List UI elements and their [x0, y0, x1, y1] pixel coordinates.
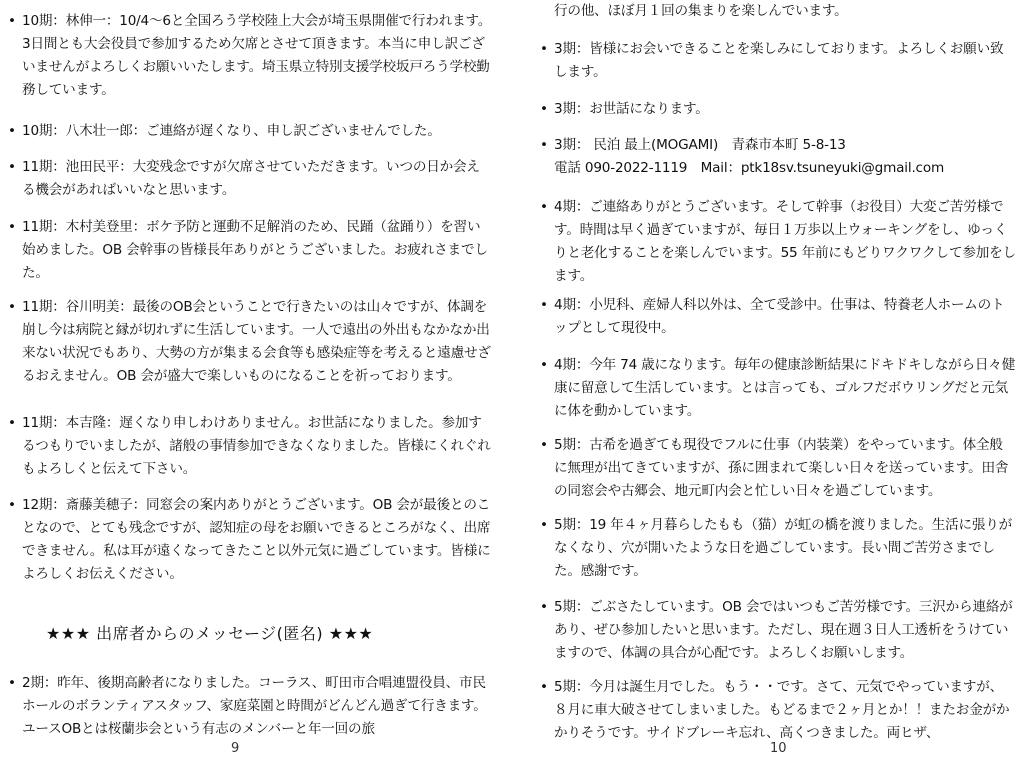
message-item: [8, 120, 492, 143]
message-item: [540, 196, 1016, 288]
message-item: [8, 156, 492, 202]
message-item: [540, 294, 1016, 340]
message-item: [8, 216, 492, 285]
bullet: •: [540, 101, 548, 117]
bullet: •: [540, 137, 548, 153]
message-text: 2期：昨年、後期高齢者になりました。コーラス、町田市合唱連盟役員、市民ホールのボランティアスタッフ、家庭菜園と時間がどんどん過ぎて行きます。ユースOBとは桜蘭歩会という有志のメンバーと年一回の旅: [22, 675, 487, 737]
message-item: [8, 10, 492, 102]
message-text: 11期：谷川明美：最後のOB会ということで行きたいのは山々ですが、体調を崩し今は病院と縁が切れずに生活しています。一人で遠出の外出もなかなか出来ない状況でもあり、大勢の方が集まる会食等も感染症等を考えると遠慮せざるおえません。OB 会が盛大で楽しいものになることを祈っております。: [22, 299, 491, 384]
message-text: 12期：斎藤美穂子：同窓会の案内ありがとうございます。OB 会が最後とのことなので、とても残念ですが、認知症の母をお願いできるところがなく、出席できません。私は耳が遠くなってきたこと以外元気に過ごしています。皆様によろしくお伝えください。: [22, 497, 491, 582]
message-text: 5期：19 年４ヶ月暮らしたもも（猫）が虹の橋を渡りました。生活に張りがなくなり、穴が開いたような日を過ごしています。長い間ご苦労さまでした。感謝です。: [554, 517, 1013, 579]
bullet: •: [540, 199, 548, 215]
page-left: [8, 0, 492, 771]
bullet: •: [540, 297, 548, 313]
message-text: 5期：今月は誕生月でした。もう・・です。さて、元気でやっていますが、８月に車大破させてしまいました。もどるまで２ヶ月とか！！またお金がかかりそうです。サイドブレーキ忘れ、高くつきました。両ヒザ、: [554, 679, 1010, 741]
message-item: [540, 676, 1016, 745]
message-text: 3期：お世話になります。: [554, 101, 709, 117]
bullet: •: [8, 13, 16, 29]
message-text: 3期： 民泊 最上(MOGAMI) 青森市本町 5-8-13 電話 090-2022-1119 Mail：ptk18sv.tsuneyuki@gmail.com: [554, 137, 944, 176]
message-text: 11期：木村美登里：ボケ予防と運動不足解消のため、民踊（盆踊り）を習い始めました。OB 会幹事の皆様長年ありがとうございました。お疲れさまでした。: [22, 219, 488, 281]
bullet: •: [8, 675, 16, 691]
bullet: •: [540, 41, 548, 57]
bullet: •: [8, 497, 16, 513]
message-item: [540, 38, 1016, 84]
bullet: •: [8, 123, 16, 139]
bullet: •: [8, 415, 16, 431]
message-text: 10期：林伸一：10/4～6と全国ろう学校陸上大会が埼玉県開催で行われます。3日間とも大会役員で参加するため欠席とさせて頂きます。本当に申し訳ございませんがよろしくお願いいたします。埼玉県立特別支援学校坂戸ろう学校勤務しています。: [22, 13, 492, 98]
page-number: 9: [231, 741, 240, 756]
message-text: 4期：小児科、産婦人科以外は、全て受診中。仕事は、特養老人ホームのトップとして現役中。: [554, 297, 1005, 336]
message-item: [8, 412, 492, 481]
page-right: [540, 0, 1016, 771]
bullet: •: [8, 219, 16, 235]
message-item: [540, 98, 1016, 121]
message-text: 5期：ごぶさたしています。OB 会ではいつもご苦労様です。三沢から連絡があり、ぜひ参加したいと思います。ただし、現在週３日人工透析をうけていますので、体調の具合が心配です。よろしくお願いします。: [554, 599, 1013, 661]
bullet: •: [540, 437, 548, 453]
message-text: 5期：古希を過ぎても現役でフルに仕事（内装業）をやっています。体全般に無理が出てきていますが、孫に囲まれて楽しい日々を送っています。田舎の同窓会や古郷会、地元町内会と忙しい日々を過ごしています。: [554, 437, 1009, 499]
bullet: •: [8, 299, 16, 315]
bullet: •: [8, 159, 16, 175]
page-number: 10: [770, 741, 787, 756]
message-text: 行の他、ほぼ月１回の集まりを楽しんでいます。: [554, 3, 848, 19]
message-text: 11期：池田民平：大変残念ですが欠席させていただきます。いつの日か会える機会があればいいなと思います。: [22, 159, 480, 198]
message-item: [8, 296, 492, 388]
bullet: •: [540, 517, 548, 533]
bullet: •: [540, 357, 548, 373]
bullet: •: [540, 599, 548, 615]
message-text: 11期：本吉隆：遅くなり申しわけありません。お世話になりました。参加するつもりでいましたが、諸般の事情参加できなくなりました。皆様にくれぐれもよろしくと伝えて下さい。: [22, 415, 491, 477]
message-item: [540, 134, 1016, 180]
continuation-text: [540, 0, 1016, 23]
message-item: [540, 596, 1016, 665]
bullet: •: [540, 679, 548, 695]
message-item: [8, 672, 492, 741]
message-text: 3期：皆様にお会いできることを楽しみにしております。よろしくお願い致します。: [554, 41, 1004, 80]
section-heading: ★★★ 出席者からのメッセージ(匿名) ★★★: [46, 624, 374, 643]
message-item: [540, 354, 1016, 423]
message-text: 4期：ご連絡ありがとうございます。そして幹事（お役目）大変ご苦労様です。時間は早く過ぎていますが、毎日１万歩以上ウォーキングをし、ゆっくりと老化することを楽しんでいます。55 年前にもどりワクワクして参加をします。: [554, 199, 1016, 284]
message-item: [540, 434, 1016, 503]
message-text: 10期：八木壮一郎：ご連絡が遅くなり、申し訳ございませんでした。: [22, 123, 441, 139]
message-item: [8, 494, 492, 586]
message-text: 4期：今年 74 歳になります。毎年の健康診断結果にドキドキしながら日々健康に留意して生活しています。とは言っても、ゴルフだボウリングだと元気に体を動かしています。: [554, 357, 1016, 419]
message-item: [540, 514, 1016, 583]
